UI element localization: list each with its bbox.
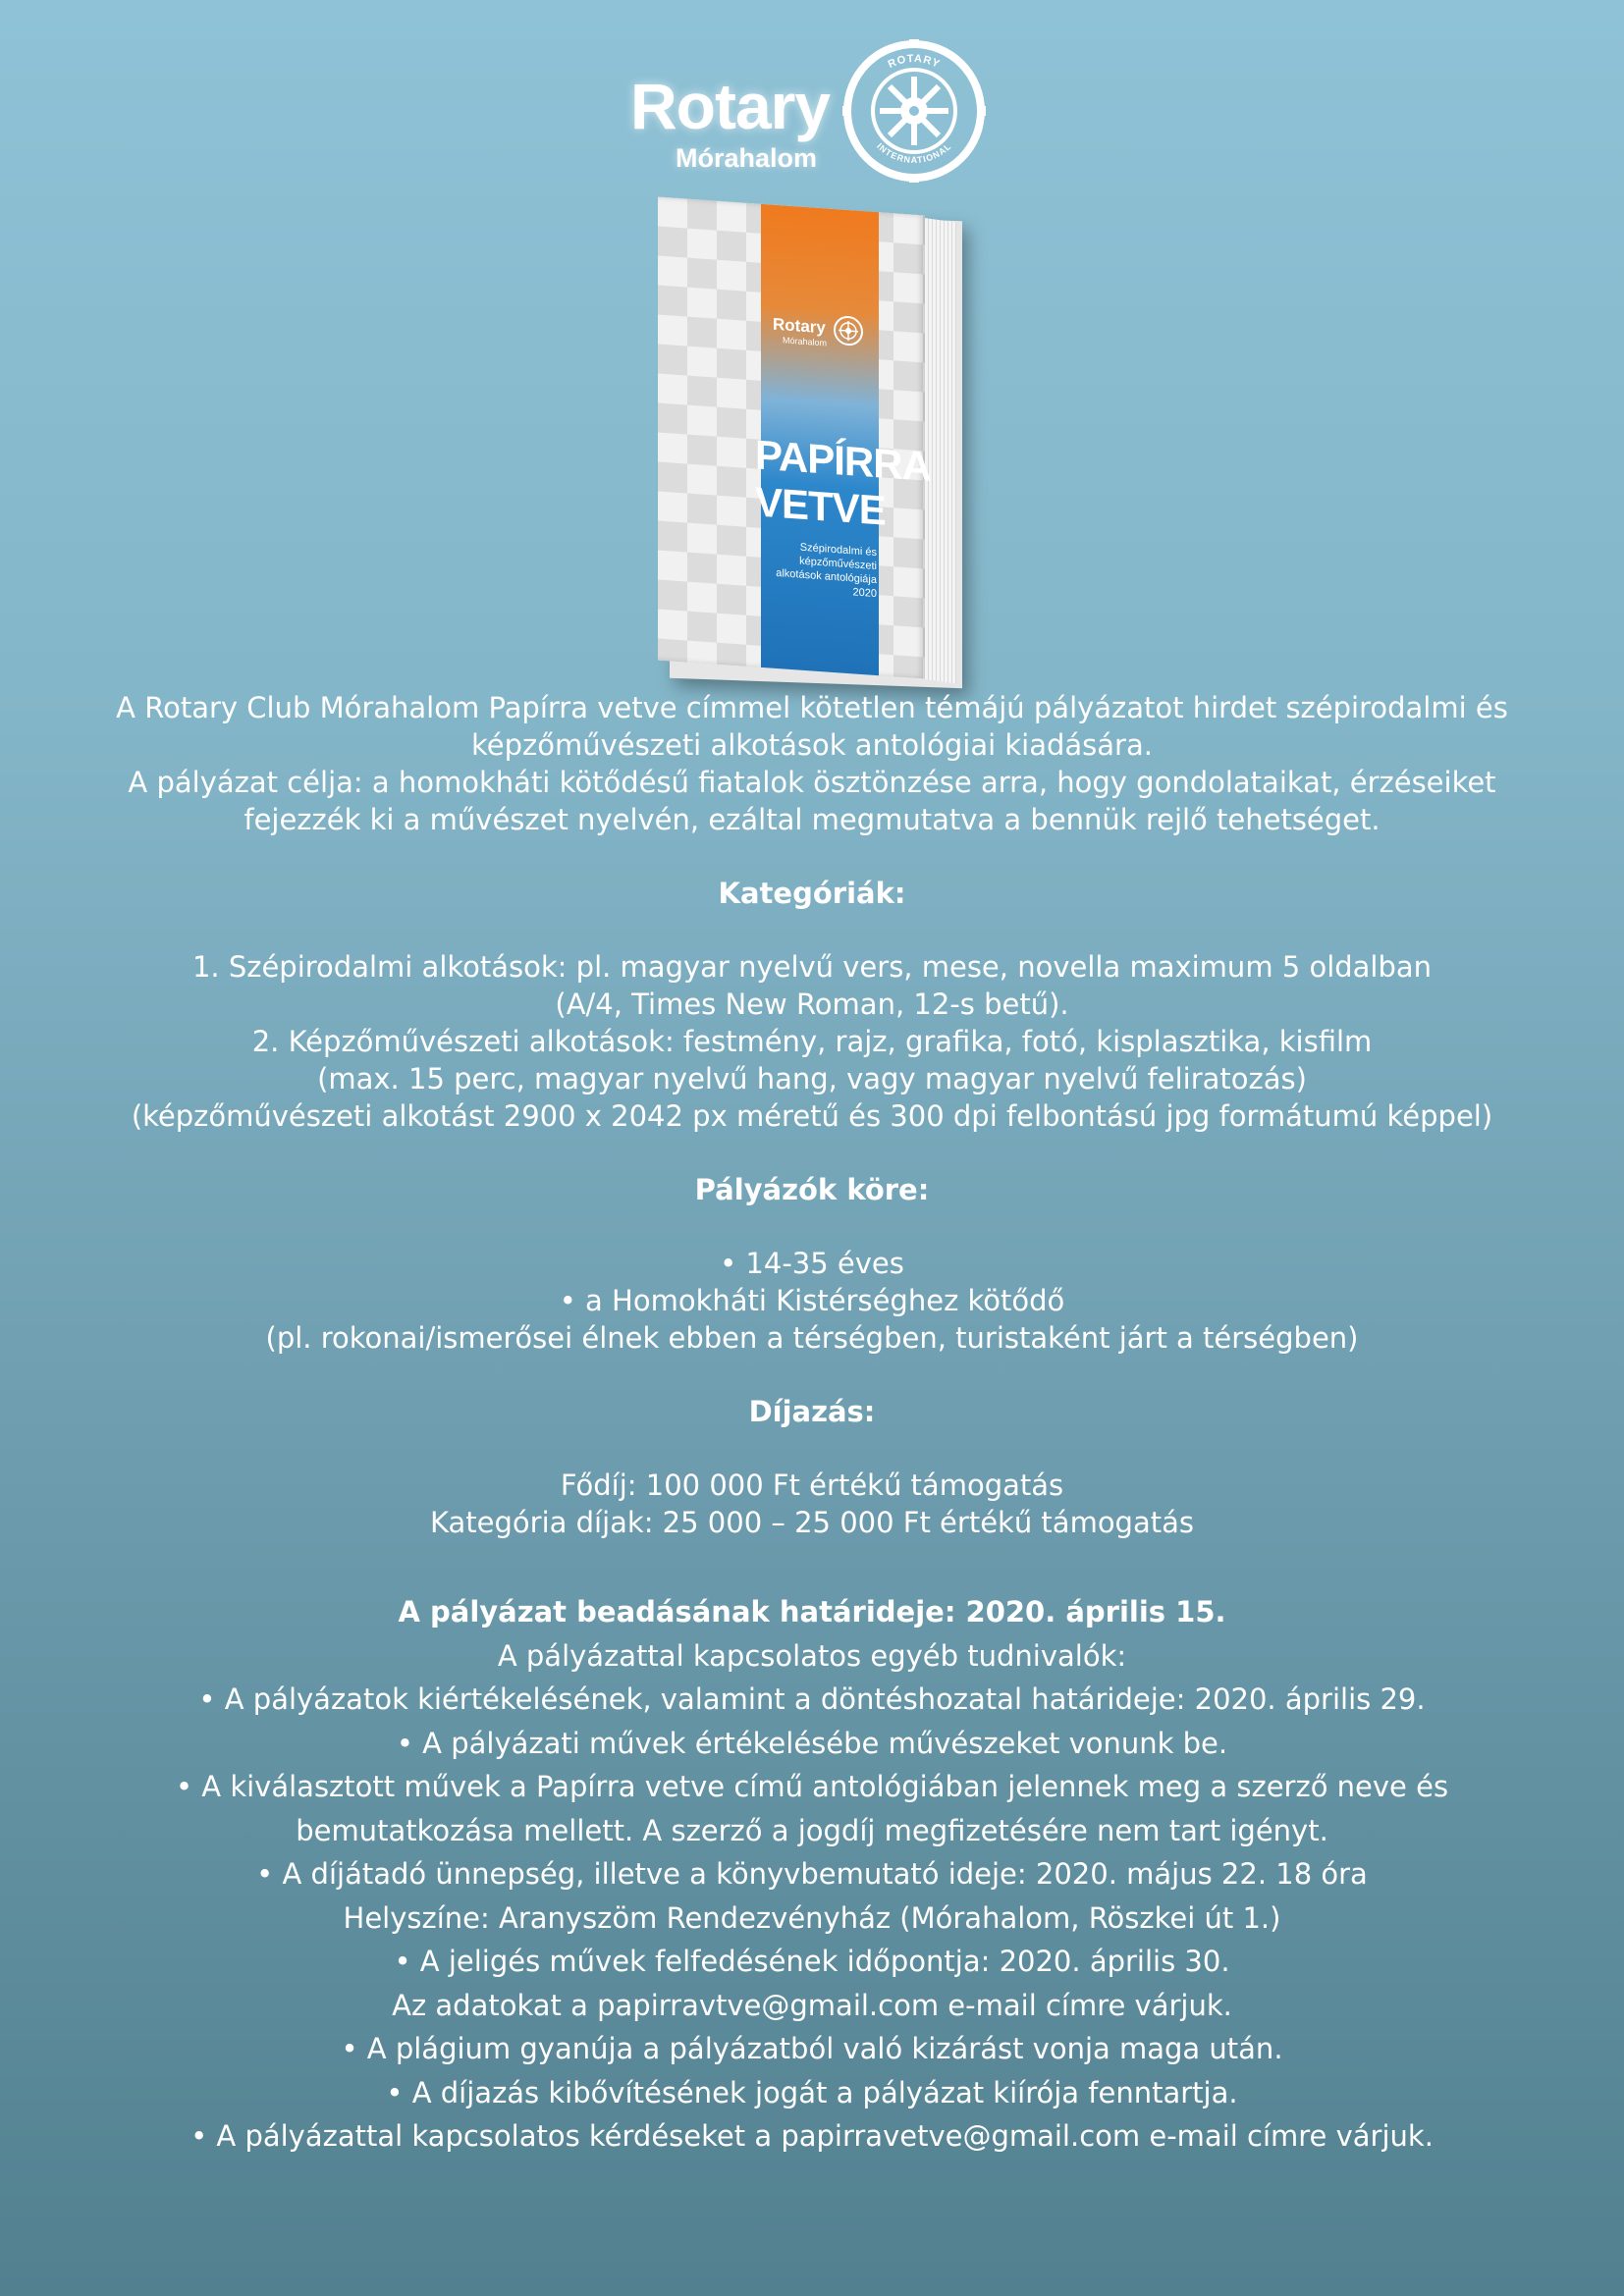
book-year: 2020 xyxy=(852,586,877,601)
applicants-heading: Pályázók köre: xyxy=(694,1173,930,1206)
info-line: • A jeligés művek felfedésének időpontja: 2020. április 30. xyxy=(394,1945,1230,1978)
info-line: • A pályázati művek értékelésébe művészeket vonunk be. xyxy=(396,1726,1228,1760)
prize-line: Kategória díjak: 25 000 – 25 000 Ft értékű támogatás xyxy=(430,1506,1194,1539)
info-line: • A plágium gyanúja a pályázatból való kizárást vonja maga után. xyxy=(341,2032,1283,2065)
prize-line: Fődíj: 100 000 Ft értékű támogatás xyxy=(560,1468,1064,1502)
book-subtitle xyxy=(767,538,877,601)
intro-line: képzőművészeti alkotások antológiai kiadására. xyxy=(471,728,1153,762)
prizes-section xyxy=(59,1393,1565,1541)
intro-line: fejezzék ki a művészet nyelvén, ezáltal megmutatva a bennük rejlő tehetséget. xyxy=(244,803,1380,836)
book-title-line2: VETVE xyxy=(755,478,886,534)
call-text xyxy=(59,689,1565,2159)
info-line: • A pályázattal kapcsolatos kérdéseket a papirravetve@gmail.com e-mail címre várjuk. xyxy=(190,2119,1434,2153)
info-line: Helyszíne: Aranyszöm Rendezvényház (Mórahalom, Röszkei út 1.) xyxy=(343,1900,1281,1935)
wheel-text-bottom: INTERNATIONAL xyxy=(875,140,953,166)
category-line: (max. 15 perc, magyar nyelvű hang, vagy magyar nyelvű feliratozás) xyxy=(317,1062,1307,1095)
book-cover-band xyxy=(755,204,931,675)
applicant-line: • a Homokháti Kistérséghez kötődő xyxy=(559,1284,1065,1317)
rotary-wheel-icon xyxy=(840,37,988,185)
book-subtitle-line: Szépirodalmi és xyxy=(799,541,877,560)
applicant-line: (pl. rokonai/ismerősei élnek ebben a térségben, turistaként járt a térségben) xyxy=(265,1321,1359,1355)
info-line: • A pályázatok kiértékelésének, valamint a döntéshozatal határideje: 2020. április 29. xyxy=(198,1682,1426,1716)
book-title-line1: PAPÍRRA xyxy=(755,431,931,490)
book-subtitle-line: alkotások antológiája xyxy=(776,566,877,587)
applicant-line: • 14-35 éves xyxy=(720,1247,904,1280)
rotary-logo xyxy=(628,37,1001,194)
intro-line: A Rotary Club Mórahalom Papírra vetve címmel kötetlen témájú pályázatot hirdet szépirodalmi és xyxy=(116,691,1508,724)
intro-section xyxy=(59,689,1565,838)
category-line: 2. Képzőművészeti alkotások: festmény, rajz, grafika, fotó, kisplasztika, kisfilm xyxy=(251,1025,1373,1058)
info-line: bemutatkozása mellett. A szerző a jogdíj megfizetésére nem tart igényt. xyxy=(296,1813,1328,1847)
info-line: • A díjátadó ünnepség, illetve a könyvbemutató ideje: 2020. május 22. 18 óra xyxy=(256,1857,1368,1891)
categories-heading: Kategóriák: xyxy=(718,877,906,910)
book-cover xyxy=(658,196,931,678)
info-line: Az adatokat a papirravtve@gmail.com e-mail címre várjuk. xyxy=(392,1988,1232,2022)
anthology-book-image xyxy=(656,206,970,687)
wheel-text-top: ROTARY xyxy=(886,52,943,71)
info-section xyxy=(59,1590,1565,2159)
applicants-section xyxy=(59,1171,1565,1357)
book-logo-word: Rotary xyxy=(773,314,826,338)
intro-line: A pályázat célja: a homokháti kötődésű fiatalok ösztönzése arra, hogy gondolataikat, érzéseiket xyxy=(128,766,1496,799)
category-line: 1. Szépirodalmi alkotások: pl. magyar nyelvű vers, mese, novella maximum 5 oldalban xyxy=(191,950,1433,984)
book-subtitle-line: képzőművészeti xyxy=(799,555,877,573)
info-line: • A díjazás kibővítésének jogát a pályázat kiírója fenntartja. xyxy=(386,2075,1238,2109)
book-logo-sub: Mórahalom xyxy=(783,335,828,348)
prizes-heading: Díjazás: xyxy=(748,1395,876,1428)
categories-section xyxy=(59,875,1565,1135)
info-line: A pályázattal kapcsolatos egyéb tudnivalók: xyxy=(497,1638,1127,1673)
logo-wordmark: Rotary xyxy=(630,70,831,142)
category-line: (képzőművészeti alkotást 2900 x 2042 px méretű és 300 dpi felbontású jpg formátumú képpel) xyxy=(131,1099,1493,1133)
book-rotary-wheel-icon xyxy=(832,313,865,348)
deadline-text: A pályázat beadásának határideje: 2020. április 15. xyxy=(398,1595,1226,1629)
category-line: (A/4, Times New Roman, 12-s betű). xyxy=(555,988,1069,1021)
logo-club-name: Mórahalom xyxy=(676,143,818,173)
info-line: • A kiválasztott művek a Papírra vetve című antológiában jelennek meg a szerző neve és xyxy=(175,1770,1449,1803)
